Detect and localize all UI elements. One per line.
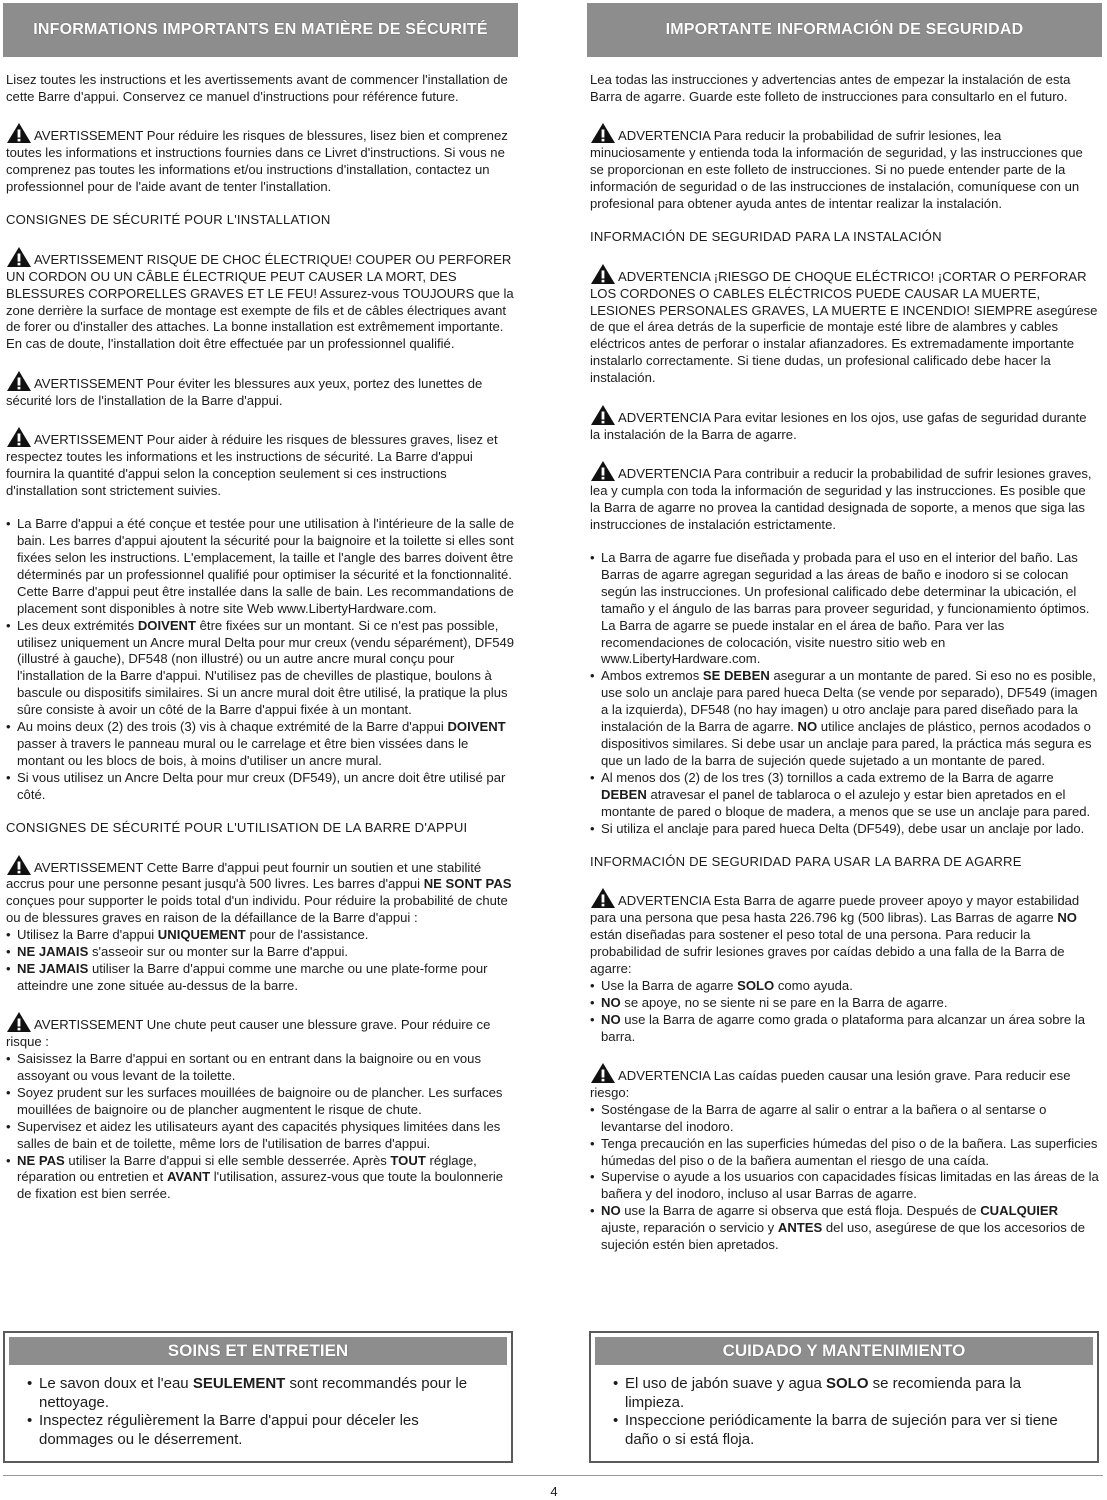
warning-paragraph: ADVERTENCIA Esta Barra de agarre puede proveer apoyo y mayor estabilidad para una persona que pesa hasta 226.796 kg (500 libras). Las Barras de agarre NO están diseñadas para sostener el peso total de una persona. Para reducir la probabilidad de sufrir lesiones graves por caídas debido a una falla de la Barra de agarre: • Use la Barra de agarre SOLO como ayuda. • NO se apoye, no se siente ni se pare en la Barra de agarre. • NO use la Barra de agarre como grada o plataforma para alcanzar un área sobre la barra.: [590, 887, 1099, 1045]
warning-paragraph: AVERTISSEMENT Pour éviter les blessures aux yeux, portez des lunettes de sécurité lors de l'installation de la Barre d'appui.: [6, 370, 515, 410]
warning-triangle-icon: [6, 1011, 32, 1033]
list-item: • Use la Barra de agarre SOLO como ayuda.: [590, 978, 1099, 995]
usage-bullets: [590, 978, 1099, 1046]
page-number: 4: [550, 1484, 558, 1499]
list-item: • NO use la Barra de agarre como grada o plataforma para alcanzar un área sobre la barra.: [590, 1012, 1099, 1046]
warning-triangle-icon: [590, 122, 616, 144]
care-header: SOINS ET ENTRETIEN: [9, 1337, 507, 1365]
warning-triangle-icon: [6, 426, 32, 448]
list-item: • NE JAMAIS utiliser la Barre d'appui comme une marche ou une plate-forme pour atteindre une zone située au-dessus de la barre.: [6, 961, 515, 995]
list-item: • Le savon doux et l'eau SEULEMENT sont recommandés pour le nettoyage.: [27, 1375, 489, 1412]
section-title: CONSIGNES DE SÉCURITÉ POUR L'UTILISATION DE LA BARRE D'APPUI: [6, 820, 468, 836]
french-column: [3, 3, 518, 1203]
warning-triangle-icon: [590, 460, 616, 482]
care-box-es: [589, 1331, 1099, 1463]
list-item: • La Barra de agarre fue diseñada y probada para el uso en el interior del baño. Las Barras de agarre agregan seguridad a las áreas de baño e inodoro si se colocan según las instrucciones. Un profesional calificado debe determinar la ubicación, el tamaño y el ángulo de las barras para proveer seguridad, y funcionamiento óptimos. La Barra de agarre se puede instalar en el área de baño. Para ver las recomendaciones de colocación, visite nuestro sitio web en www.LibertyHardware.com.: [590, 550, 1099, 668]
warning-paragraph: AVERTISSEMENT RISQUE DE CHOC ÉLECTRIQUE! COUPER OU PERFORER UN CORDON OU UN CÂBLE ÉLECTRIQUE PEUT CAUSER LA MORT, DES BLESSURES CORPORELLES GRAVES ET LE FEU! Assurez-vous TOUJOURS que la zone derrière la surface de montage est exempte de fils et de câbles électriques avant de forer ou d'installer des attaches. La bonne installation est extrêmement importante. En cas de doute, l'installation doit être effectuée par un professionnel qualifié.: [6, 246, 515, 353]
warning-triangle-icon: [6, 854, 32, 876]
installation-bullets: [6, 516, 515, 803]
warning-triangle-icon: [590, 887, 616, 909]
list-item: • El uso de jabón suave y agua SOLO se recomienda para la limpieza.: [613, 1375, 1075, 1412]
fall-bullets: [6, 1051, 515, 1203]
section-header-fr: INFORMATIONS IMPORTANTS EN MATIÈRE DE SÉCURITÉ: [3, 3, 518, 57]
warning-paragraph: AVERTISSEMENT Cette Barre d'appui peut fournir un soutien et une stabilité accrus pour une personne pesant jusqu'à 500 livres. Les barres d'appui NE SONT PAS conçues pour supporter le poids total d'un individu. Pour réduire la probabilité de chute ou de blessures graves en raison de la défaillance de la Barre d'appui : • Utilisez la Barre d'appui UNIQUEMENT pour de l'assistance. • NE JAMAIS s'asseoir sur ou monter sur la Barre d'appui. • NE JAMAIS utiliser la Barre d'appui comme une marche ou une plate-forme pour atteindre une zone située au-dessus de la barre.: [6, 854, 515, 995]
warning-triangle-icon: [6, 122, 32, 144]
section-title: INFORMACIÓN DE SEGURIDAD PARA USAR LA BARRA DE AGARRE: [590, 853, 1022, 869]
warning-triangle-icon: [6, 246, 32, 268]
footer-divider: [3, 1475, 1103, 1476]
list-item: • NO use la Barra de agarre si observa que está floja. Después de CUALQUIER ajuste, reparación o servicio y ANTES del uso, asegúrese de que los accesorios de sujeción estén bien apretados.: [590, 1203, 1099, 1254]
care-header: CUIDADO Y MANTENIMIENTO: [595, 1337, 1093, 1365]
installation-bullets: [590, 550, 1099, 837]
intro-paragraph: Lea todas las instrucciones y advertencias antes de empezar la instalación de esta Barra de agarre. Guarde este folleto de instrucciones para consultarlo en el futuro.: [590, 72, 1071, 104]
list-item: • NO se apoye, no se siente ni se pare en la Barra de agarre.: [590, 995, 1099, 1012]
section-title: INFORMACIÓN DE SEGURIDAD PARA LA INSTALACIÓN: [590, 229, 942, 245]
warning-paragraph: AVERTISSEMENT Une chute peut causer une blessure grave. Pour réduire ce risque : • Saisissez la Barre d'appui en sortant ou en entrant dans la baignoire ou en vous assoyant ou vous levant de la toilette. • Soyez prudent sur les surfaces mouillées de baignoire ou de plancher. Les surfaces mouillées de baignoire ou de plancher augmentent le risque de chute. • Supervisez et aidez les utilisateurs ayant des capacités physiques limitées dans les salles de bain et de toilette, même lors de l'utilisation de barres d'appui. • NE PAS utiliser la Barre d'appui si elle semble desserrée. Après TOUT réglage, réparation ou entretien et AVANT l'utilisation, assurez-vous que toute la boulonnerie de fixation est bien serrée.: [6, 1011, 515, 1203]
care-list: [591, 1375, 1097, 1449]
list-item: • Inspeccione periódicamente la barra de sujeción para ver si tiene daño o si está floja.: [613, 1412, 1075, 1449]
warning-triangle-icon: [590, 263, 616, 285]
list-item: • Supervise o ayude a los usuarios con capacidades físicas limitadas en las áreas de la bañera y del inodoro, incluso al usar Barras de agarre.: [590, 1169, 1099, 1203]
list-item: • Utilisez la Barre d'appui UNIQUEMENT pour de l'assistance.: [6, 927, 515, 944]
care-box-fr: [3, 1331, 513, 1463]
list-item: • Si vous utilisez un Ancre Delta pour mur creux (DF549), un ancre doit être utilisé par côté.: [6, 770, 515, 804]
warning-paragraph: ADVERTENCIA Para evitar lesiones en los ojos, use gafas de seguridad durante la instalación de la Barra de agarre.: [590, 404, 1099, 444]
list-item: • Inspectez régulièrement la Barre d'appui pour déceler les dommages ou le déserrement.: [27, 1412, 489, 1449]
list-item: • Au moins deux (2) des trois (3) vis à chaque extrémité de la Barre d'appui DOIVENT passer à travers le panneau mural ou le carrelage et être bien vissées dans le montant ou les blocs de bois, à moins d'utiliser un ancre mural.: [6, 719, 515, 770]
warning-triangle-icon: [590, 404, 616, 426]
list-item: • Tenga precaución en las superficies húmedas del piso o de la bañera. Las superficies húmedas del piso o de la bañera aumentan el riesgo de una caída.: [590, 1136, 1099, 1170]
warning-triangle-icon: [590, 1062, 616, 1084]
warning-paragraph: AVERTISSEMENT Pour aider à réduire les risques de blessures graves, lisez et respectez toutes les informations et les instructions de sécurité. La Barre d'appui fournira la quantité d'appui selon la conception seulement si ces instructions d'installation sont strictement suivies.: [6, 426, 515, 500]
warning-triangle-icon: [6, 370, 32, 392]
list-item: • Si utiliza el anclaje para pared hueca Delta (DF549), debe usar un anclaje por lado.: [590, 821, 1099, 838]
list-item: • Supervisez et aidez les utilisateurs ayant des capacités physiques limitées dans les salles de bain et de toilette, même lors de l'utilisation de barres d'appui.: [6, 1119, 515, 1153]
warning-paragraph: ADVERTENCIA Para contribuir a reducir la probabilidad de sufrir lesiones graves, lea y cumpla con toda la información de seguridad y las instrucciones. Es posible que la Barra de agarre no provea la cantidad designada de soporte, a menos que siga las instrucciones de instalación estrictamente.: [590, 460, 1099, 534]
section-header-es: IMPORTANTE INFORMACIÓN DE SEGURIDAD: [587, 3, 1102, 57]
list-item: • Saisissez la Barre d'appui en sortant ou en entrant dans la baignoire ou en vous assoyant ou vous levant de la toilette.: [6, 1051, 515, 1085]
care-list: [5, 1375, 511, 1449]
warning-paragraph: ADVERTENCIA ¡RIESGO DE CHOQUE ELÉCTRICO! ¡CORTAR O PERFORAR LOS CORDONES O CABLES ELÉCTRICOS PUEDE CAUSAR LA MUERTE, LESIONES PERSONALES GRAVES, LA MUERTE E INCENDIO! SIEMPRE asegúrese de que el área detrás de la superficie de montaje esté libre de alambres y cables eléctricos antes de perforar o instalar afianzadores. Es extremadamente importante instalarlo correctamente. Si tiene dudas, un profesional calificado debe hacer la instalación.: [590, 263, 1099, 387]
intro-paragraph: Lisez toutes les instructions et les avertissements avant de commencer l'installation de cette Barre d'appui. Conservez ce manuel d'instructions pour référence future.: [6, 72, 508, 104]
fall-bullets: [590, 1102, 1099, 1254]
list-item: • Al menos dos (2) de los tres (3) tornillos a cada extremo de la Barra de agarre DEBEN atravesar el panel de tablaroca o el azulejo y estar bien apretados en el montante de pared o bloque de madera, a menos que se use un anclaje para pared.: [590, 770, 1099, 821]
section-title: CONSIGNES DE SÉCURITÉ POUR L'INSTALLATION: [6, 212, 331, 228]
list-item: • Ambos extremos SE DEBEN asegurar a un montante de pared. Si eso no es posible, use solo un anclaje para pared hueca Delta (se vende por separado), DF549 (imagen a la izquierda), DF548 (no hay imagen) u otro anclaje para pared diseñado para la instalación de la Barra de agarre. NO utilice anclajes de plástico, pernos acodados o dispositivos similares. Si debe usar un anclaje para pared, la práctica más segura es que un lado de la barra de sujeción quede sujetado a un montante de pared.: [590, 668, 1099, 769]
usage-bullets: [6, 927, 515, 995]
warning-paragraph: ADVERTENCIA Las caídas pueden causar una lesión grave. Para reducir ese riesgo: • Sosténgase de la Barra de agarre al salir o entrar a la bañera o al sentarse o levantarse del inodoro. • Tenga precaución en las superficies húmedas del piso o de la bañera. Las superficies húmedas del piso o de la bañera aumentan el riesgo de una caída. • Supervise o ayude a los usuarios con capacidades físicas limitadas en las áreas de la bañera y del inodoro, incluso al usar Barras de agarre. • NO use la Barra de agarre si observa que está floja. Después de CUALQUIER ajuste, reparación o servicio y ANTES del uso, asegúrese de que los accesorios de sujeción estén bien apretados.: [590, 1062, 1099, 1254]
list-item: • Soyez prudent sur les surfaces mouillées de baignoire ou de plancher. Les surfaces mouillées de baignoire ou de plancher augmentent le risque de chute.: [6, 1085, 515, 1119]
warning-paragraph: ADVERTENCIA Para reducir la probabilidad de sufrir lesiones, lea minuciosamente y entienda toda la información de seguridad, y las instrucciones que se proporcionan en este folleto de instrucciones. Si no puede entender parte de la información de seguridad o de las instrucciones de instalación, comuníquese con un profesional para obtener ayuda antes de intentar realizar la instalación.: [590, 122, 1099, 213]
list-item: • La Barre d'appui a été conçue et testée pour une utilisation à l'intérieure de la salle de bain. Les barres d'appui ajoutent la sécurité pour la baignoire et la toilette si elles sont fixées selon les instructions. L'emplacement, la taille et l'angle des barres doivent être déterminés par un professionnel qualifié pour optimiser la sécurité et la fonctionnalité. Cette Barre d'appui peut être installée dans la salle de bain. Les recommandations de placement sont disponibles à notre site Web www.LibertyHardware.com.: [6, 516, 515, 617]
list-item: • NE PAS utiliser la Barre d'appui si elle semble desserrée. Après TOUT réglage, réparation ou entretien et AVANT l'utilisation, assurez-vous que toute la boulonnerie de fixation est bien serrée.: [6, 1153, 515, 1204]
list-item: • Les deux extrémités DOIVENT être fixées sur un montant. Si ce n'est pas possible, utilisez uniquement un Ancre mural Delta pour mur creux (vendu séparément), DF549 (illustré à gauche), DF548 (non illustré) ou un autre ancre mural conçu pour l'installation de la Barre d'appui. N'utilisez pas de chevilles de plastique, boulons à bascule ou dispositifs similaires. Si un ancre mural doit être utilisé, la pratique la plus sûre consiste à avoir un côté de la Barre d'appui fixée à un montant.: [6, 618, 515, 719]
warning-paragraph: AVERTISSEMENT Pour réduire les risques de blessures, lisez bien et comprenez toutes les informations et instructions fournies dans ce Livret d'instructions. Si vous ne comprenez pas toutes les informations et/ou instructions d'installation, contactez un professionnel pour de l'aide avant de tenter l'installation.: [6, 122, 515, 196]
spanish-column: [587, 3, 1102, 1254]
list-item: • Sosténgase de la Barra de agarre al salir o entrar a la bañera o al sentarse o levantarse del inodoro.: [590, 1102, 1099, 1136]
list-item: • NE JAMAIS s'asseoir sur ou monter sur la Barre d'appui.: [6, 944, 515, 961]
